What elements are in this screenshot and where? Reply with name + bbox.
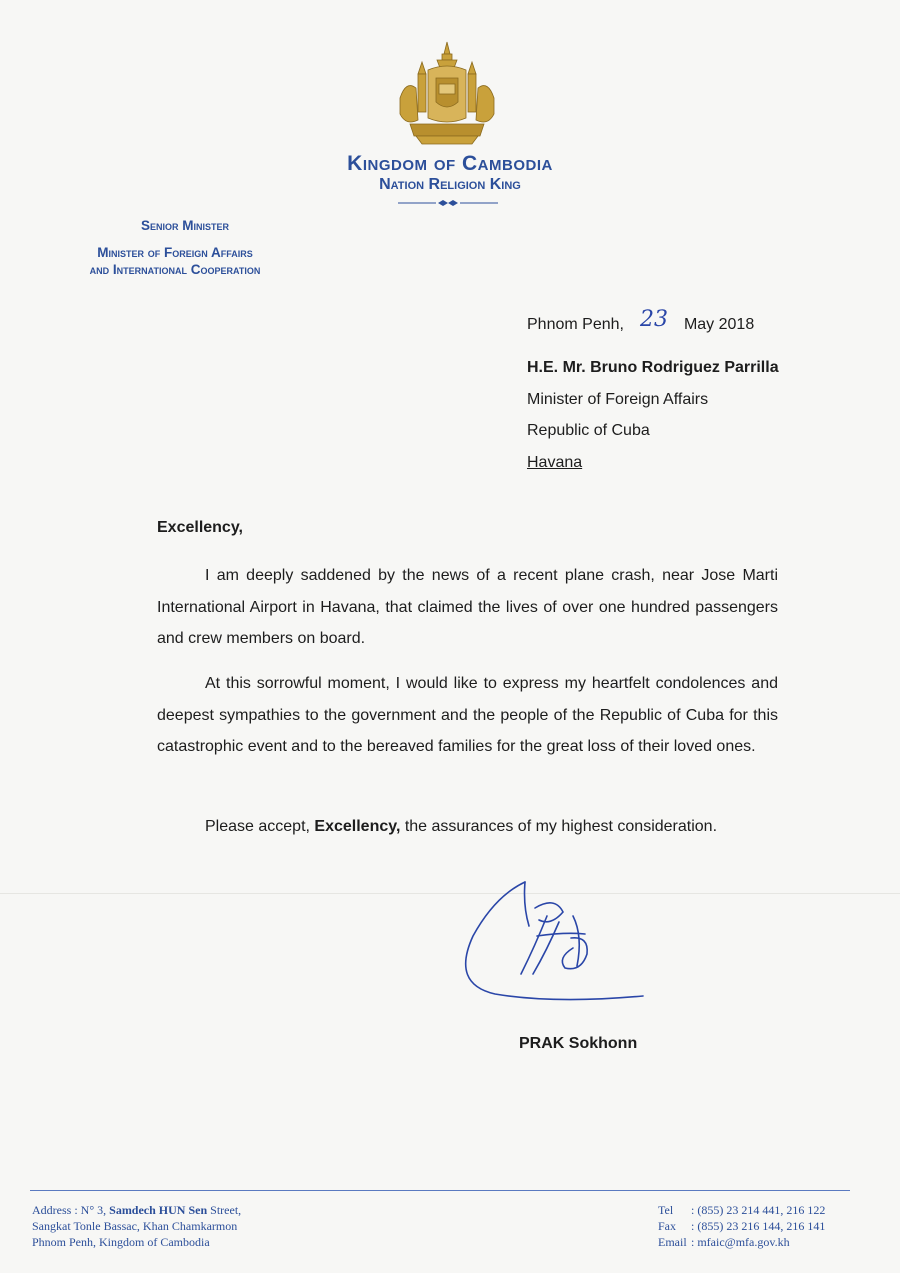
address-street: Samdech HUN Sen [109,1203,208,1217]
recipient-block [527,352,779,478]
date-month-year: May 2018 [683,316,755,333]
letter-date [527,307,755,335]
recipient-city: Havana [527,453,583,471]
recipient-country: Republic of Cuba [527,422,650,439]
address-street-suffix: Street, [207,1203,242,1217]
date-day-handwritten: 23 [639,307,668,332]
body-paragraph-1: I am deeply saddened by the news of a recent plane crash, near Jose Marti International Airport in Havana, that claimed the lives of over one hundred passengers and crew members on board. [157,567,778,647]
contact-fax [658,1218,825,1234]
ministry-line-2: and International Cooperation [89,262,261,277]
recipient-title: Minister of Foreign Affairs [527,390,709,408]
address-line-1 [32,1202,241,1218]
address-line-3: Phnom Penh, Kingdom of Cambodia [32,1235,210,1249]
date-place: Phnom Penh, [527,316,624,333]
address-number: ° 3, [89,1203,110,1217]
address-prefix: Address : N [32,1203,90,1217]
sender-ministry [20,244,330,278]
ornament-divider-icon [398,198,498,208]
footer-divider [30,1190,850,1191]
fax-value: : (855) 23 216 144, 216 141 [691,1219,826,1233]
contact-email [658,1234,825,1250]
signatory-name: PRAK Sokhonn [519,1035,638,1052]
email-value[interactable]: : mfaic@mfa.gov.kh [691,1235,790,1249]
contact-tel [658,1202,825,1218]
handwritten-signature [455,876,645,1016]
ministry-line-1: Minister of Foreign Affairs [97,245,253,260]
closing-paragraph [157,811,778,843]
recipient-name: H.E. Mr. Bruno Rodriguez Parrilla [527,359,779,376]
body-paragraph-2: At this sorrowful moment, I would like to express my heartfelt condolences and deepest sympathies to the government and the people of the Republic of Cuba for this catastrophic event and to the bereaved families for the great loss of their loved ones. [157,675,778,755]
fold-line [0,893,900,894]
sender-title: Senior Minister [140,218,229,233]
closing-prefix: Please accept, [205,818,315,835]
footer-contacts [658,1202,825,1250]
salutation: Excellency, [157,519,243,536]
tel-value: : (855) 23 214 441, 216 122 [691,1203,826,1217]
fax-label: Fax [658,1219,676,1233]
national-motto: Nation Religion King [379,176,521,193]
royal-coat-of-arms-icon [392,40,502,152]
email-label: Email [658,1235,687,1249]
closing-suffix: the assurances of my highest consideration. [400,818,718,835]
closing-excellency: Excellency, [314,818,401,835]
kingdom-heading: Kingdom of Cambodia [347,152,553,175]
tel-label: Tel [658,1203,674,1217]
address-line-2: Sangkat Tonle Bassac, Khan Chamkarmon [32,1219,238,1233]
footer-address [32,1202,241,1250]
